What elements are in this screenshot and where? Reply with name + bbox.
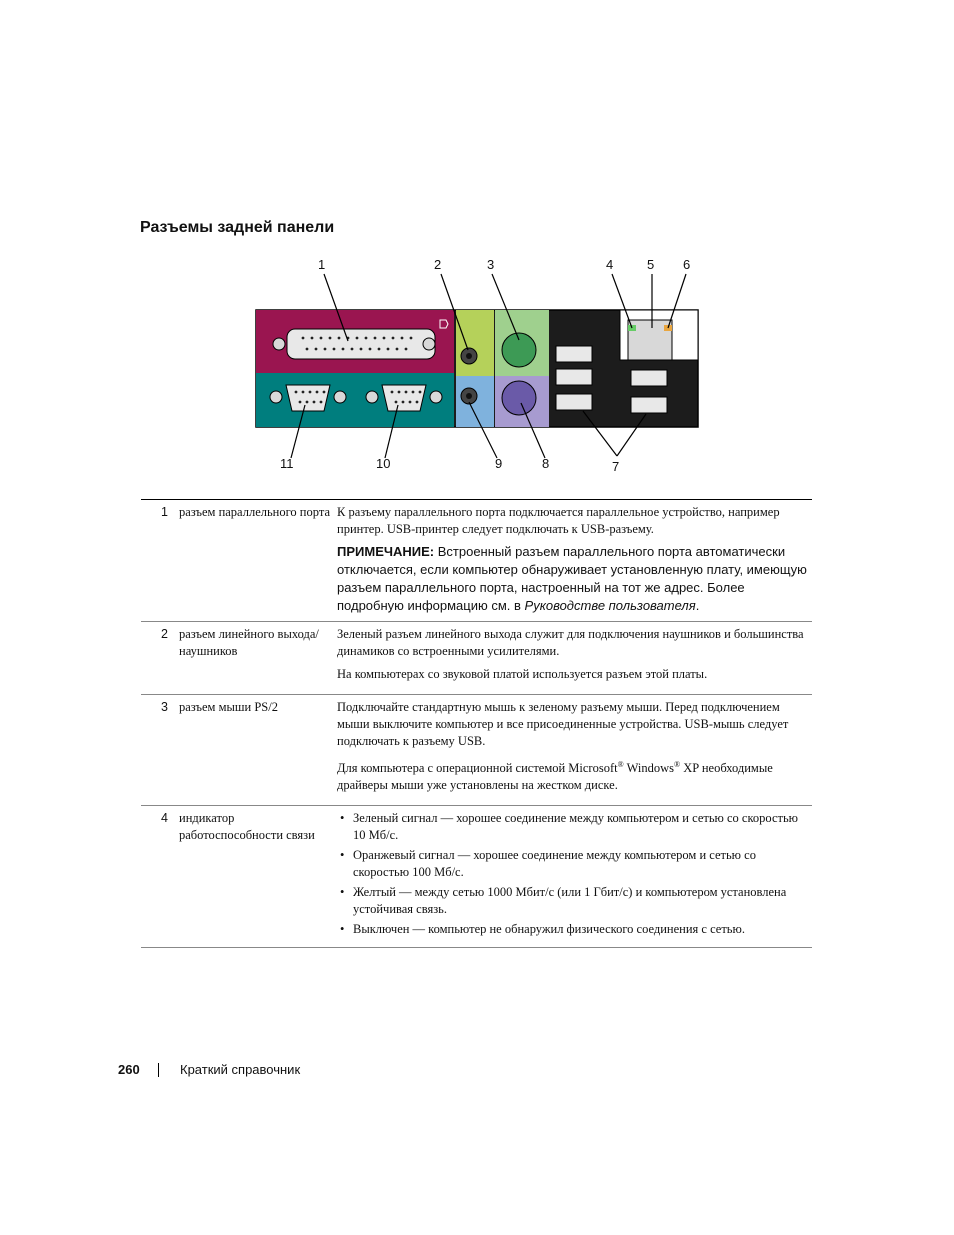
connector-description xyxy=(337,806,812,948)
ps2-keyboard-port xyxy=(502,381,536,415)
note xyxy=(337,543,812,615)
row-number: 3 xyxy=(161,700,168,714)
usb-port-2 xyxy=(556,369,592,385)
serial-port-connector-2 xyxy=(286,385,330,411)
list-item: • Желтый — между сетью 1000 Мбит/с (или 1 Гбит/с) и компьютером установлена устойчивая связь. xyxy=(337,884,812,918)
callout-label: 1 xyxy=(318,257,326,272)
row-number: 2 xyxy=(161,627,168,641)
callout-label: 4 xyxy=(606,257,614,272)
serial-area xyxy=(256,373,454,427)
connector-name: разъем линейного выхода/наушников xyxy=(179,627,319,658)
footer-divider xyxy=(158,1063,159,1077)
table-row xyxy=(141,500,812,622)
table-row xyxy=(141,695,812,806)
table-row xyxy=(141,622,812,695)
status-list xyxy=(337,810,812,938)
back-panel-figure xyxy=(0,250,954,480)
connector-name: разъем параллельного порта xyxy=(179,505,330,519)
callout-label: 9 xyxy=(495,456,503,471)
line-out-area xyxy=(456,310,494,376)
callout-label: 10 xyxy=(376,456,391,471)
os-text-b: Windows xyxy=(623,761,674,776)
note-label: ПРИМЕЧАНИЕ: xyxy=(337,544,435,559)
page-number: 260 xyxy=(118,1062,140,1077)
footer-title: Краткий справочник xyxy=(180,1062,301,1077)
callout-label: 6 xyxy=(683,257,691,272)
connector-name: индикатор работоспособности связи xyxy=(179,811,315,843)
callout-label: 11 xyxy=(280,456,294,471)
row-number: 4 xyxy=(161,811,168,826)
list-item: • Выключен — компьютер не обнаружил физического соединения с сетью. xyxy=(337,921,812,938)
row-number: 1 xyxy=(161,505,168,519)
table-row xyxy=(141,806,812,948)
callout-label: 2 xyxy=(434,257,442,272)
registered-mark: ® xyxy=(674,760,681,769)
connector-description-table xyxy=(141,499,812,948)
callout-label: 5 xyxy=(647,257,655,272)
description-paragraph: К разъему параллельного порта подключается параллельное устройство, например принтер. USB-принтер следует подключать к USB-разъему. xyxy=(337,505,780,536)
usb-port-3 xyxy=(556,394,592,410)
os-text-a: Для компьютера с операционной системой Microsoft xyxy=(337,761,618,776)
ps2-mouse-port xyxy=(502,333,536,367)
connector-name: разъем мыши PS/2 xyxy=(179,700,278,714)
note-end: . xyxy=(695,598,700,613)
page-footer xyxy=(118,1062,301,1077)
usb-port-4 xyxy=(631,370,667,386)
registered-mark: ® xyxy=(617,760,624,769)
connector-description xyxy=(337,622,812,695)
list-item: • Зеленый сигнал — хорошее соединение между компьютером и сетью со скоростью 10 Мб/с. xyxy=(337,810,812,844)
callout-label: 8 xyxy=(542,456,550,471)
connector-description xyxy=(337,695,812,806)
section-title: Разъемы задней панели xyxy=(140,219,335,236)
description-paragraph: Зеленый разъем линейного выхода служит для подключения наушников и большинства динамиков со встроенными усилителями. xyxy=(337,627,804,658)
os-text-c: XP необходимые драйверы мыши уже установлены на жестком диске. xyxy=(337,761,773,793)
connector-description xyxy=(337,500,812,622)
description-paragraph: На компьютерах со звуковой платой используется разъем этой платы. xyxy=(337,667,708,681)
usb-port-5 xyxy=(631,397,667,413)
serial-port-connector-1 xyxy=(382,385,426,411)
note-text: Встроенный разъем параллельного порта автоматически отключается, если компьютер обнаруживает установленную плату, имеющую разъем параллельного порта, настроенный на тот же адрес. Более подробную информацию см. в xyxy=(337,544,807,613)
back-panel-illustration xyxy=(0,250,954,480)
list-item: • Оранжевый сигнал — хорошее соединение между компьютером и сетью со скоростью 100 Мб/с. xyxy=(337,847,812,881)
callout-label: 3 xyxy=(487,257,495,272)
user-guide-reference: Руководстве пользователя xyxy=(524,598,696,613)
description-paragraph xyxy=(337,756,812,794)
description-paragraph: Подключайте стандартную мышь к зеленому разъему мыши. Перед подключением мыши выключите компьютер и все присоединенные устройства. USB-мышь следует подключать к разъему USB. xyxy=(337,700,789,748)
callout-label: 7 xyxy=(612,459,620,474)
parallel-port-connector xyxy=(287,329,435,359)
usb-port-1 xyxy=(556,346,592,362)
